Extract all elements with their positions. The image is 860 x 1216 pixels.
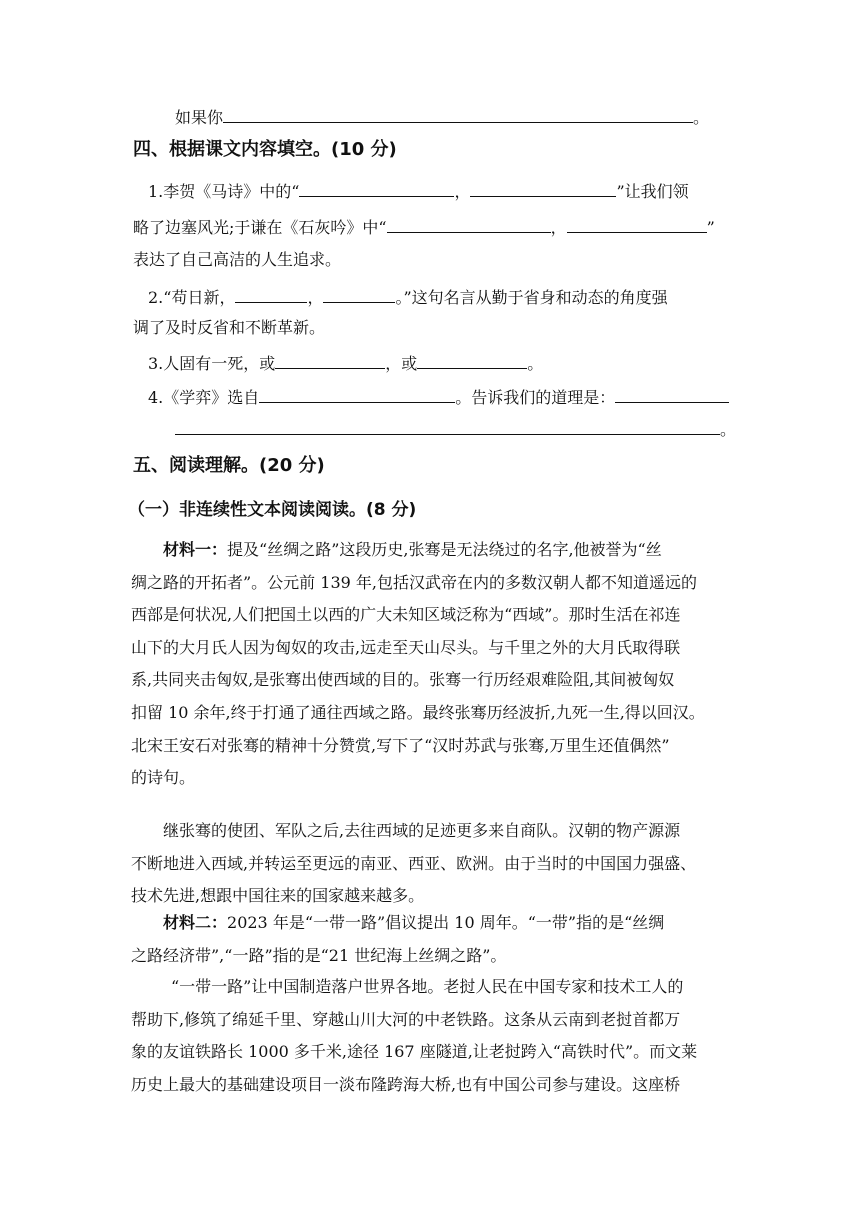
section-5-title: 五、阅读理解。(20 分): [133, 455, 325, 476]
q2-text-b: ，: [307, 288, 324, 307]
q3-text-b: ，或: [385, 354, 418, 373]
answer-blank[interactable]: [259, 386, 455, 403]
paragraph-line: [131, 703, 705, 723]
paragraph-text: 2023 年是“一带一路”倡议提出 10 周年。“一带”指的是“丝绸: [227, 913, 665, 932]
q1-text-d: 略了边塞风光;于谦在《石灰吟》中“: [133, 218, 387, 237]
paragraph-line: [131, 736, 670, 756]
paragraph-text: 的诗句。: [131, 768, 196, 788]
paragraph-text: 帮助下,修筑了绵延千里、穿越山川大河的中老铁路。这条从云南到老挝首都万: [131, 1009, 681, 1029]
answer-blank[interactable]: [323, 286, 395, 303]
sec3-tail-suffix: 。: [693, 108, 710, 127]
q3-line: [148, 352, 543, 374]
paragraph-line: [171, 977, 683, 997]
q1-text-a: 1.李贺《马诗》中的“: [148, 182, 300, 201]
q1-line2: [133, 216, 715, 238]
paragraph-line: [131, 1010, 680, 1030]
paragraph-line: [163, 540, 662, 560]
paragraph-text: “一带一路”让中国制造落户世界各地。老挝人民在中国专家和技术工人的: [171, 977, 684, 996]
paragraph-text: 山下的大月氏人因为匈奴的攻击,远走至天山尽头。与千里之外的大月氏取得联: [131, 637, 681, 657]
q2-line1: [148, 286, 668, 308]
paragraph-text: 历史上最大的基础建设项目一淡布隆跨海大桥,也有中国公司参与建设。这座桥: [131, 1074, 681, 1094]
paragraph-text: 象的友谊铁路长 1000 多千米,途径 167 座隧道,让老挝跨入“高铁时代”。而文莱: [131, 1042, 698, 1062]
paragraph-line: [131, 768, 195, 788]
sec3-tail-prefix: 如果你: [175, 108, 224, 127]
paragraph-text: 提及“丝绸之路”这段历史,张骞是无法绕过的名字,他被誉为“丝: [227, 540, 662, 559]
q1-text-e: ，: [550, 218, 567, 237]
paragraph-text: 西部是何状况,人们把国土以西的广大未知区域泛称为“西域”。那时生活在祁连: [131, 605, 681, 625]
q2-text-a: 2.“苟日新，: [148, 288, 236, 307]
answer-blank[interactable]: [223, 106, 693, 123]
paragraph-text: 系,共同夹击匈奴,是张骞出使西域的目的。张骞一行历经艰难险阻,其间被匈奴: [131, 670, 675, 690]
answer-blank[interactable]: [235, 286, 307, 303]
paragraph-text: 不断地进入西域,并转运至更远的南亚、西亚、欧洲。由于当时的中国国力强盛、: [131, 853, 697, 873]
subsection-1-title: （一）非连续性文本阅读阅读。(8 分): [128, 500, 417, 520]
material-label: 材料二：: [163, 913, 228, 932]
q1-line1: [148, 180, 689, 202]
section-4-title: 四、根据课文内容填空。(10 分): [133, 139, 397, 160]
q3-text-a: 3.人固有一死，或: [148, 354, 276, 373]
answer-blank[interactable]: [567, 216, 707, 233]
q1-text-c: ”让我们领: [616, 182, 689, 201]
answer-blank[interactable]: [470, 180, 616, 197]
sec3-tail-line: [175, 106, 709, 128]
q4-text-end: 。: [720, 420, 737, 439]
q2-line2: 调了及时反省和不断革新。: [133, 318, 326, 337]
q3-text-c: 。: [527, 354, 544, 373]
paragraph-line: [131, 1075, 680, 1095]
paragraph-text: 技术先进,想跟中国往来的国家越来越多。: [131, 886, 425, 906]
answer-blank[interactable]: [175, 418, 720, 435]
q1-text-b: ，: [454, 182, 471, 201]
q4-text-a: 4.《学弈》选自: [148, 388, 260, 407]
q1-line3: 表达了自己高洁的人生追求。: [133, 250, 342, 269]
q1-text-f: ”: [706, 218, 715, 237]
paragraph-line: [131, 886, 424, 906]
paragraph-line: [131, 670, 674, 690]
paragraph-text: 继张骞的使团、军队之后,去往西域的足迹更多来自商队。汉朝的物产源源: [163, 821, 681, 840]
paragraph-line: [131, 605, 680, 625]
paragraph-text: 北宋王安石对张骞的精神十分赞赏,写下了“汉时苏武与张骞,万里生还值偶然”: [131, 735, 670, 755]
paragraph-text: 绸之路的开拓者”。公元前 139 年,包括汉武帝在内的多数汉朝人都不知道遥远的: [131, 572, 697, 592]
q4-text-b: 。告诉我们的道理是：: [455, 388, 616, 407]
q4-line1: [148, 386, 729, 408]
q4-line2: [175, 418, 736, 440]
paragraph-line: [131, 1042, 697, 1062]
paragraph-line: [131, 854, 696, 874]
answer-blank[interactable]: [417, 352, 527, 369]
paragraph-text: 之路经济带”,“一路”指的是“21 世纪海上丝绸之路”。: [131, 945, 507, 965]
answer-blank[interactable]: [299, 180, 454, 197]
paragraph-line: [131, 638, 680, 658]
answer-blank[interactable]: [615, 386, 729, 403]
answer-blank[interactable]: [387, 216, 551, 233]
paragraph-line: [163, 821, 680, 841]
paragraph-line: [163, 913, 664, 933]
material-label: 材料一：: [163, 540, 228, 559]
paragraph-line: [131, 573, 697, 593]
q2-text-c: 。”这句名言从勤于省身和动态的角度强: [395, 288, 668, 307]
paragraph-line: [131, 946, 506, 966]
paragraph-text: 扣留 10 余年,终于打通了通往西域之路。最终张骞历经波折,九死一生,得以回汉。: [131, 703, 705, 722]
answer-blank[interactable]: [275, 352, 385, 369]
